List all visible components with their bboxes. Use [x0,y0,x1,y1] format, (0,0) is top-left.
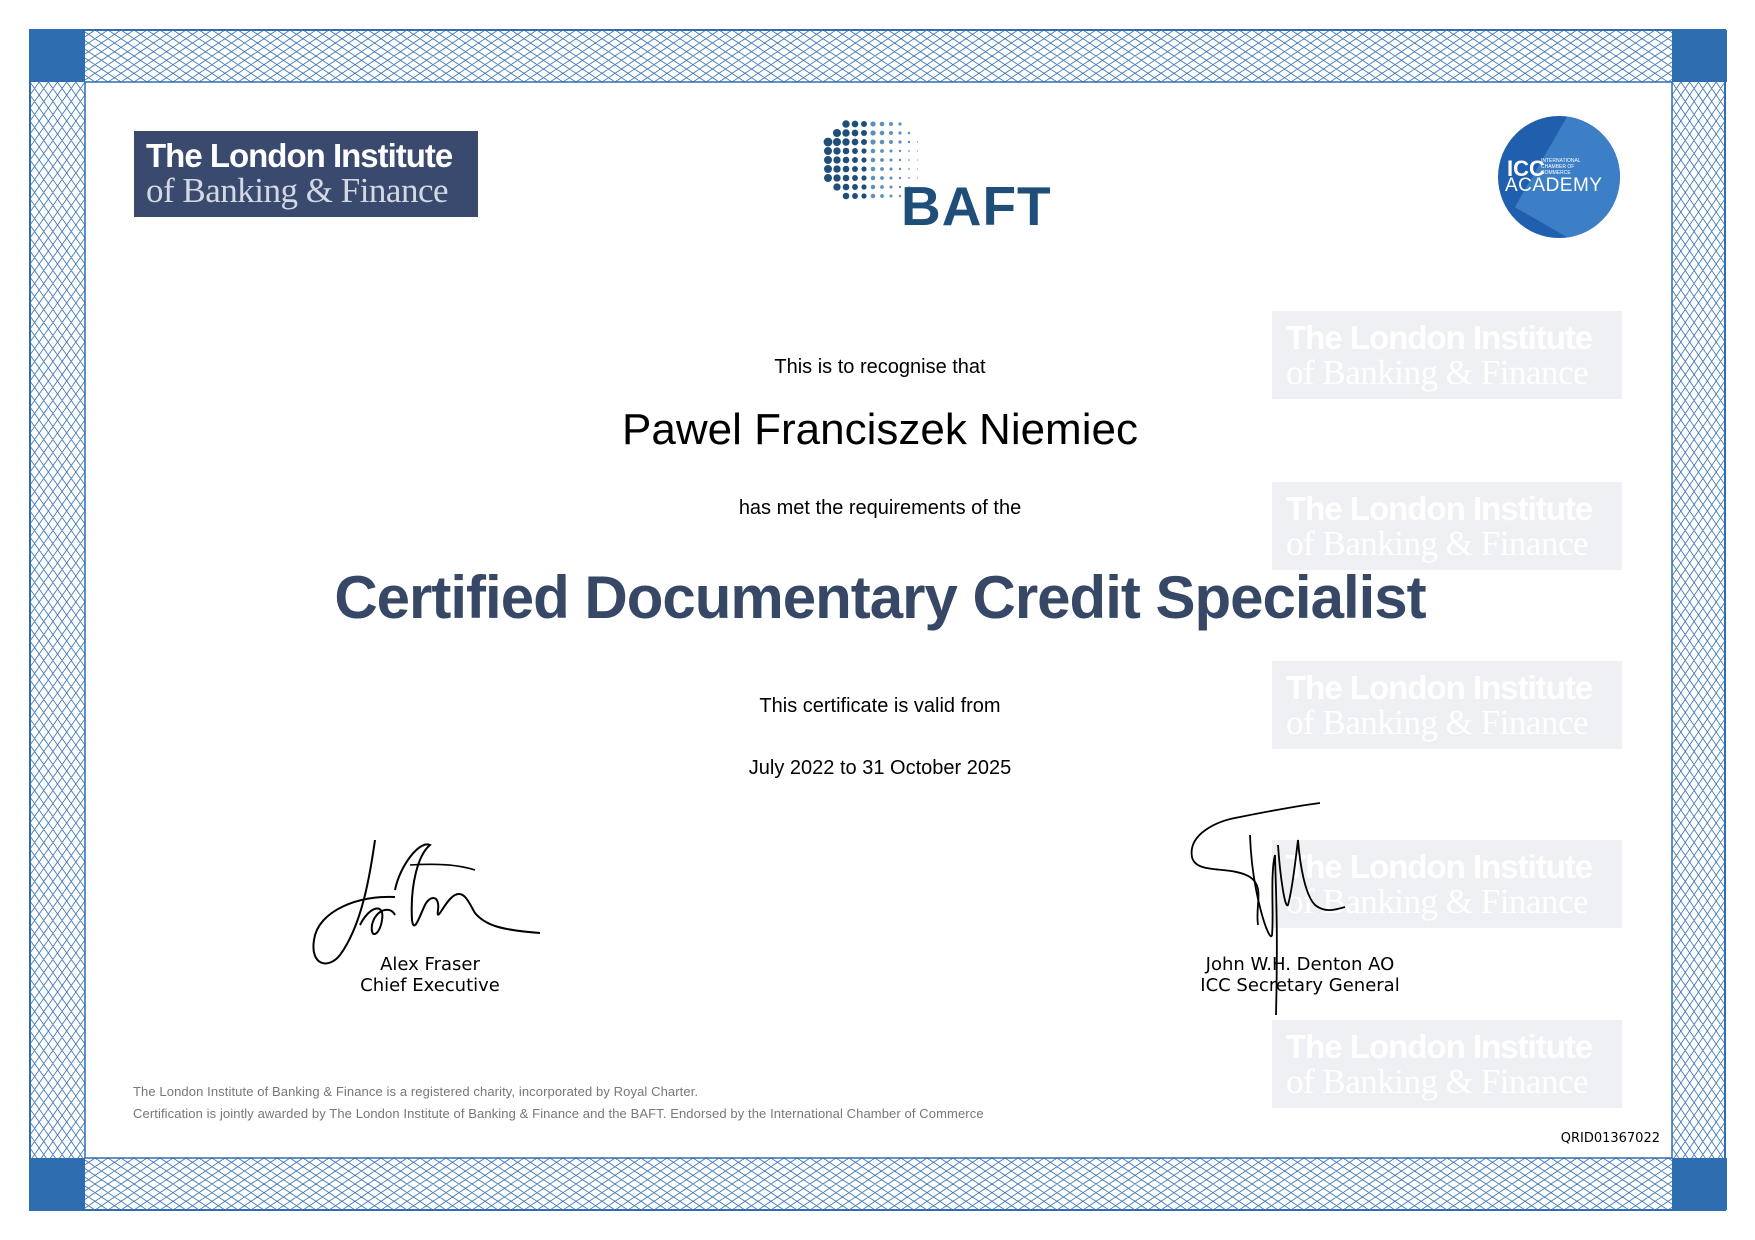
recognition-text: This is to recognise that [774,356,986,378]
watermark-line1: The London Institute [1286,1028,1593,1065]
watermark-logo [1272,661,1622,749]
requirements-text: has met the requirements of the [738,497,1022,519]
icc-academy-text: ACADEMY [1505,175,1603,196]
watermark-line2: of Banking & Finance [1286,703,1589,742]
footer-award-note: Certification is jointly awarded by The London Institute of Banking & Finance and the BAFT. Endorsed by the International Chamber of Commerce [133,1106,984,1121]
watermark-line2: of Banking & Finance [1286,1062,1589,1101]
watermark-line2: of Banking & Finance [1286,882,1589,921]
validity-dates: July 2022 to 31 October 2025 [748,757,1012,779]
certificate-id: QRID01367022 [1560,1131,1660,1146]
icc-logo-text: ICC [1507,156,1545,181]
watermark-line2: of Banking & Finance [1286,353,1589,392]
libf-logo-line2: of Banking & Finance [146,171,449,210]
libf-logo [134,131,478,217]
icc-logo-tagline: INTERNATIONAL CHAMBER OF COMMERCE [1541,158,1581,176]
watermark-line1: The London Institute [1286,319,1593,356]
watermark-line1: The London Institute [1286,848,1593,885]
watermark-line1: The London Institute [1286,490,1593,527]
signatory-name: Alex Fraser [380,954,480,975]
watermark-logo [1272,482,1622,570]
certificate-title: Certified Documentary Credit Specialist [334,564,1426,631]
valid-from-label: This certificate is valid from [759,695,1001,717]
signatory-role: Chief Executive [360,975,500,996]
signature-alex-fraser [300,825,560,975]
watermark-logo [1272,311,1622,399]
footer-charity-note: The London Institute of Banking & Finance is a registered charity, incorporated by Royal Charter. [133,1084,699,1099]
watermark-line2: of Banking & Finance [1286,524,1589,563]
watermark-line1: The London Institute [1286,669,1593,706]
recipient-name: Pawel Franciszek Niemiec [622,405,1138,454]
libf-logo-line1: The London Institute [146,137,453,174]
baft-logo-text: BAFT [901,175,1052,237]
signatory-name: John W.H. Denton AO [1205,954,1395,975]
watermark-logo [1272,1020,1622,1108]
signatory-role: ICC Secretary General [1200,975,1400,996]
